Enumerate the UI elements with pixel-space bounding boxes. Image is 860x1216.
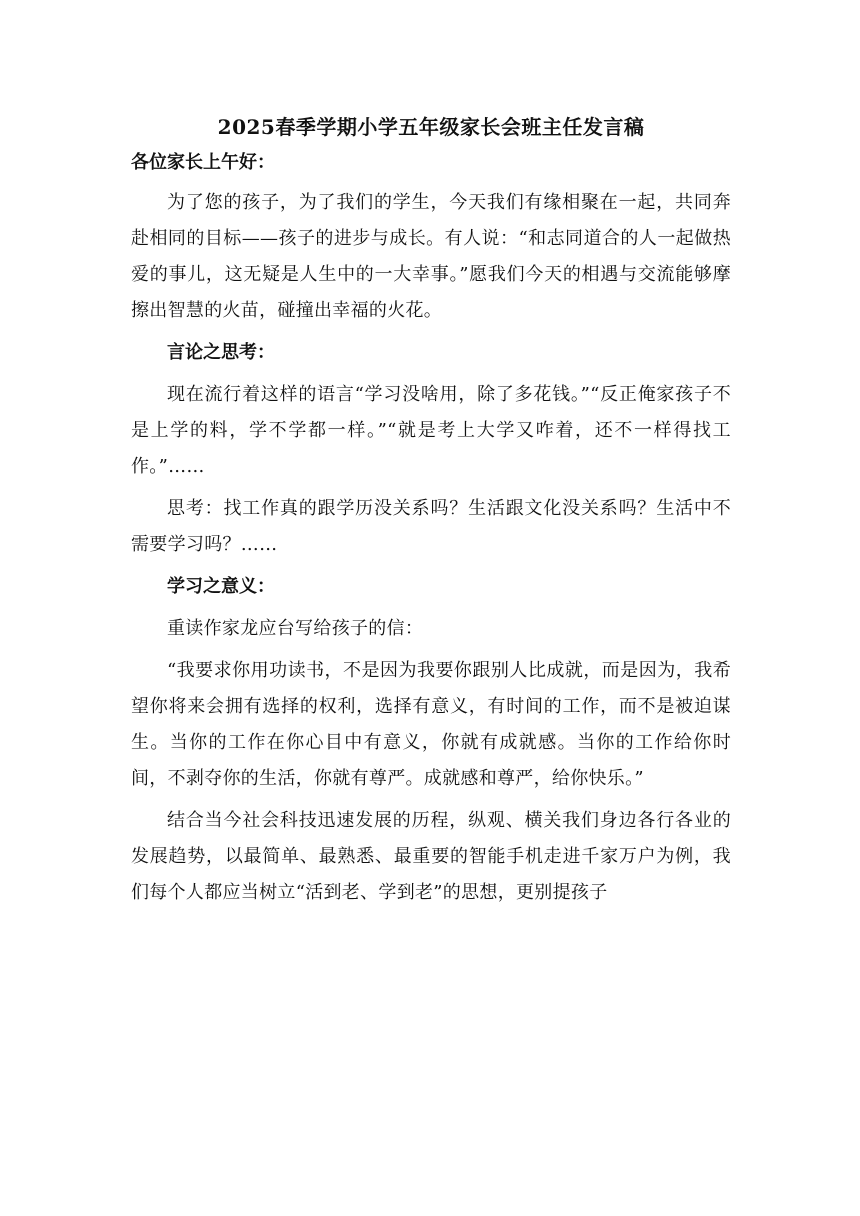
section-heading-thinking: 言论之思考： — [167, 342, 275, 363]
paragraph-popular-sayings: 现在流行着这样的语言“学习没啥用，除了多花钱。”“反正俺家孩子不是上学的料，学不学都一样。”“就是考上大学又咋着，还不一样得找工作。”…… — [131, 384, 731, 477]
greeting: 各位家长上午好： — [131, 152, 275, 173]
document-page — [131, 112, 731, 917]
section-heading-meaning: 学习之意义： — [167, 576, 275, 597]
paragraph-letter-intro: 重读作家龙应台写给孩子的信： — [167, 618, 424, 639]
document-title: 2025春季学期小学五年级家长会班主任发言稿 — [217, 115, 645, 139]
paragraph-reflection: 思考：找工作真的跟学历没关系吗？生活跟文化没关系吗？生活中不需要学习吗？…… — [131, 498, 731, 555]
intro-paragraph: 为了您的孩子，为了我们的学生，今天我们有缘相聚在一起，共同奔赴相同的目标——孩子的进步与成长。有人说：“和志同道合的人一起做热爱的事儿，这无疑是人生中的一大幸事。”愿我们今天的相遇与交流能够摩擦出智慧的火苗，碰撞出幸福的火花。 — [131, 192, 731, 321]
paragraph-letter-quote: “我要求你用功读书，不是因为我要你跟别人比成就，而是因为，我希望你将来会拥有选择的权利，选择有意义，有时间的工作，而不是被迫谋生。当你的工作在你心目中有意义，你就有成就感。当你的工作给你时间，不剥夺你的生活，你就有尊严。成就感和尊严，给你快乐。” — [131, 660, 731, 789]
paragraph-technology: 结合当今社会科技迅速发展的历程，纵观、横关我们身边各行各业的发展趋势，以最简单、最熟悉、最重要的智能手机走进千家万户为例，我们每个人都应当树立“活到老、学到老”的思想，更别提孩子 — [131, 810, 731, 903]
